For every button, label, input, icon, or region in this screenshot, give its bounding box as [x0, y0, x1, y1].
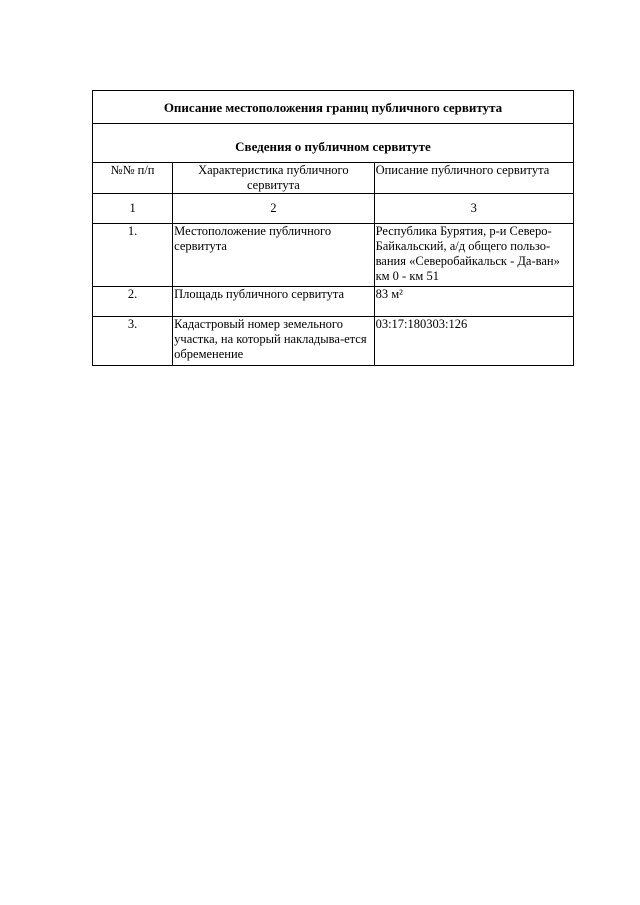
header-description: Описание публичного сервитута — [374, 163, 573, 194]
table-row — [93, 224, 574, 287]
row-number: 3. — [93, 317, 173, 366]
row-characteristic: Местоположение публичного сервитута — [173, 224, 374, 287]
row-description: 03:17:180303:126 — [374, 317, 573, 366]
row-characteristic: Кадастровый номер земельного участка, на который накладыва-ется обременение — [173, 317, 374, 366]
column-number-2: 2 — [173, 194, 374, 224]
section-title: Сведения о публичном сервитуте — [93, 124, 574, 163]
table-row — [93, 287, 574, 317]
column-numbers-row — [93, 194, 574, 224]
document-title: Описание местоположения границ публичного сервитута — [93, 91, 574, 124]
column-number-1: 1 — [93, 194, 173, 224]
header-characteristic: Характеристика публичного сервитута — [173, 163, 374, 194]
row-number: 1. — [93, 224, 173, 287]
row-number: 2. — [93, 287, 173, 317]
title-row — [93, 91, 574, 124]
header-num: №№ п/п — [93, 163, 173, 194]
row-description: 83 м² — [374, 287, 573, 317]
header-row — [93, 163, 574, 194]
row-characteristic: Площадь публичного сервитута — [173, 287, 374, 317]
column-number-3: 3 — [374, 194, 573, 224]
servitude-table — [92, 90, 574, 366]
section-title-row — [93, 124, 574, 163]
row-description: Республика Бурятия, р-и Северо-Байкальский, а/д общего пользо-вания «Северобайкальск - Да-ван» км 0 - км 51 — [374, 224, 573, 287]
table-row — [93, 317, 574, 366]
